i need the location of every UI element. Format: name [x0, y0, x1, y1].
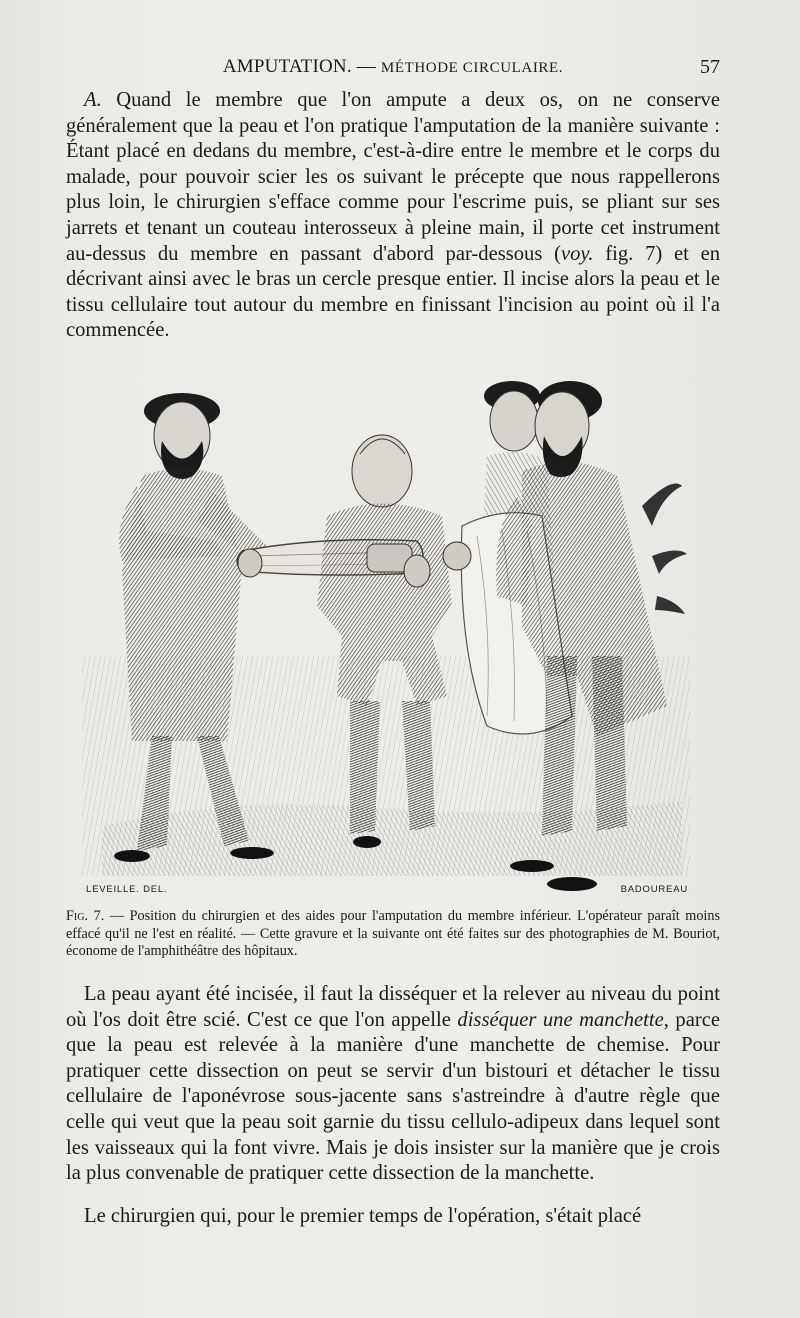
- paragraph-a: [66, 88, 720, 344]
- caption-text: — Position du chirurgien et des aides pour l'amputation du membre inférieur. L'opérateur paraît moins effacé qu'il ne l'est en réalité. — Cette gravure et la suivante ont été faites sur des photographies de M. Bouriot, économe de l'amphithéâtre des hôpitaux.: [66, 908, 720, 959]
- running-head-subtitle: MÉTHODE CIRCULAIRE.: [380, 60, 564, 76]
- figure-7-engraving: [82, 356, 690, 896]
- paragraph-a-rest: fig. 7) et en décrivant ainsi avec le bras un cercle presque entier. Il incise alors la peau et le tissu cellulaire tout autour du membre en finissant l'incision au point où il l'a commencée.: [66, 242, 721, 342]
- page-header: [66, 56, 720, 82]
- paragraph-2-term: disséquer une manchette: [457, 1008, 664, 1031]
- engraver-credit: BADOUREAU: [620, 884, 688, 895]
- illustrator-credit: LEVEILLE. DEL.: [86, 884, 168, 895]
- paragraph-a-ref: voy.: [560, 242, 594, 265]
- engraving-illustration: [82, 356, 690, 896]
- paragraph-3-text: Le chirurgien qui, pour le premier temps de l'opération, s'était placé: [84, 1205, 642, 1227]
- page-number: 57: [700, 56, 720, 78]
- paragraph-2-text-1: La peau ayant été incisée, il faut la disséquer et la relever au niveau du point où l'os doit être scié. C'est ce que l'on appelle: [66, 983, 720, 1031]
- figure-label: Fig. 7.: [66, 908, 105, 924]
- figure-caption: [66, 908, 720, 961]
- paragraph-a-text: Quand le membre que l'on ampute a deux os, on ne conserve généralement que la peau et l'on pratique l'amputation de la manière suivante : Étant placé en dedans du membre, c'est-à-dire entre le membre et le corps du malade, pour pouvoir scier les os suivant le précepte que nous rappellerons plus loin, le chirurgien s'efface comme pour l'escrime puis, se pliant sur ses jarrets et tenant un couteau interosseux à pleine main, il porte cet instrument au-dessus du membre en passant d'abord par-dessous (: [66, 89, 720, 265]
- paragraph-2-text-2: , parce que la peau est relevée à la manière d'une manchette de chemise. Pour pratiquer cette dissection on peut se servir d'un bistouri et détacher le tissu cellulaire de l'aponévrose sous-jacente sans s'astreindre à d'autre règle que celle qui veut que la peau soit garnie du tissu cellulo-adipeux dans lequel sont les vaisseaux qui la font vivre. Mais je dois insister sur la manière que je crois la plus convenable de pratiquer cette dissection de la manchette.: [66, 1008, 720, 1185]
- running-head-title: AMPUTATION.: [222, 56, 352, 77]
- paragraph-3: [66, 1204, 720, 1230]
- floor-shadow: [102, 801, 682, 876]
- running-head: [66, 56, 720, 78]
- plant-leaves: [642, 484, 687, 615]
- paragraph-2: [66, 982, 720, 1187]
- running-head-separator: —: [351, 56, 381, 77]
- paragraph-a-lead: A.: [84, 89, 102, 111]
